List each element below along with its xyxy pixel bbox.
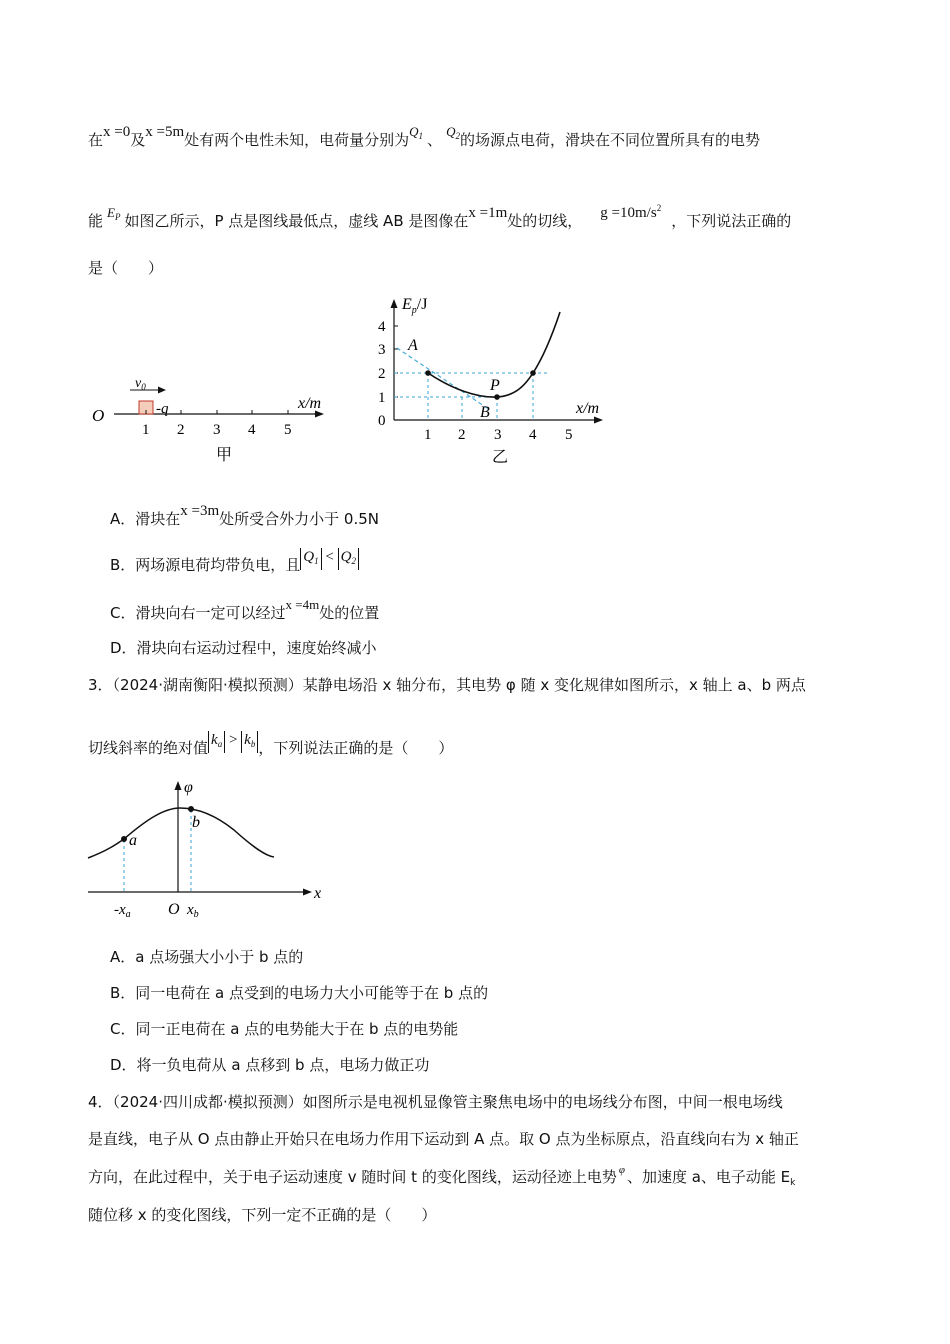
yi-ytick-2: 2 [378,366,386,382]
yi-ytick-1: 1 [378,390,386,406]
yi-y-label: $E_p/J$ [402,296,428,316]
yi-caption: 乙 [492,449,509,466]
phi-curve [88,808,274,858]
q4-line-1: 4．（2024·四川成都·模拟预测）如图所示是电视机显像管主聚焦电场中的电场线分布图，中间一根电场线 [88,1093,783,1111]
yi-xtick-3: 3 [494,427,502,443]
math-x0: x =0 [103,124,131,140]
math-ep: $E_P$ [107,205,121,222]
yi-dashed-guides [394,373,550,420]
phi-label-xa: $-x_a$ [114,902,131,917]
q2-line-1: 在x =0及x =5m处有两个电性未知，电荷量分别为$Q_1$ 、 $Q_2$的场源点电荷，滑块在不同位置所具有的电势 [88,124,760,149]
phi-point-a [121,836,127,842]
q3-option-d: D．将一负电荷从 a 点移到 b 点，电场力做正功 [110,1056,430,1074]
math-q2: $Q_2$ [446,124,460,141]
jia-origin: O [92,406,105,425]
q4-line-4: 随位移 x 的变化图线，下列一定不正确的是（ ） [88,1206,437,1224]
yi-point-1 [425,370,431,376]
yi-ytick-0: 0 [378,413,386,429]
jia-axis-label: x/m [298,395,322,412]
phi-label: φ [184,779,193,796]
figure-phi [84,772,324,917]
jia-charge-label: -q [156,401,169,417]
yi-ytick-3: 3 [378,342,386,358]
phi-origin: O [168,901,180,917]
q4-line-3: 方向，在此过程中，关于电子运动速度 v 随时间 t 的变化图线，运动径迹上电势 $^\varphi$ 、加速度 a、电子动能 $E_k$ [88,1164,796,1188]
yi-label-A: A [408,337,418,354]
q3-line-2: 切线斜率的绝对值 $k_a > k_b$ ，下列说法正确的是（ ） [88,732,454,757]
phi-label-xb: $x_b$ [187,902,199,917]
phi-point-b [188,806,194,812]
math-g: $g =10m/s^2$ [600,203,662,221]
phi-label-b: b [192,814,200,831]
math-x5: x =5m [145,124,185,140]
q2-option-b: B．两场源电荷均带负电，且 $Q_1 < Q_2$ [110,555,359,579]
jia-v0-label: $v_0$ [135,376,146,392]
yi-point-P [494,394,500,400]
jia-tick-3: 3 [213,422,221,438]
figure-yi [372,292,612,467]
q2-option-c: C．滑块向右一定可以经过x =4m处的位置 [110,597,380,622]
phi-x-label: x [314,885,322,902]
jia-tick-2: 2 [177,422,185,438]
q2-option-a: A．滑块在x =3m处所受合外力小于 0.5N [110,503,380,528]
jia-tick-5: 5 [284,422,292,438]
q2-line-3: 是（ ） [88,259,164,277]
q3-line-1: 3．（2024·湖南衡阳·模拟预测）某静电场沿 x 轴分布，其电势 φ 随 x 变化规律如图所示，x 轴上 a、b 两点 [88,676,806,694]
yi-label-P: P [490,377,500,394]
q3-option-b: B．同一电荷在 a 点受到的电场力大小可能等于在 b 点的 [110,984,489,1002]
math-q1: $Q_1$ [409,124,424,141]
math-x1: x =1m [468,205,508,221]
figure-jia [86,368,336,468]
yi-label-B: B [480,404,490,421]
yi-xtick-4: 4 [529,427,537,443]
q3-option-c: C．同一正电荷在 a 点的电势能大于在 b 点的电势能 [110,1020,459,1038]
yi-tangent-AB [397,348,490,410]
phi-label-a: a [129,832,137,849]
yi-ytick-4: 4 [378,319,386,335]
jia-tick-1: 1 [142,422,150,438]
yi-point-4 [530,370,536,376]
yi-x-label: x/m [576,400,600,417]
yi-xtick-1: 1 [424,427,432,443]
q2-option-d: D．滑块向右运动过程中，速度始终减小 [110,639,377,657]
yi-xtick-2: 2 [458,427,466,443]
jia-caption: 甲 [216,447,233,464]
q2-line-2: 能 $E_P$ 如图乙所示，P 点是图线最低点，虚线 AB 是图像在x =1m处的切线， $g =10m/s^2$，下列说法正确的 [88,203,792,230]
yi-xtick-5: 5 [565,427,573,443]
jia-tick-4: 4 [248,422,256,438]
q4-line-2: 是直线，电子从 O 点由静止开始只在电场力作用下运动到 A 点。取 O 点为坐标原点，沿直线向右为 x 轴正 [88,1130,799,1148]
q3-option-a: A．a 点场强大小小于 b 点的 [110,948,304,966]
